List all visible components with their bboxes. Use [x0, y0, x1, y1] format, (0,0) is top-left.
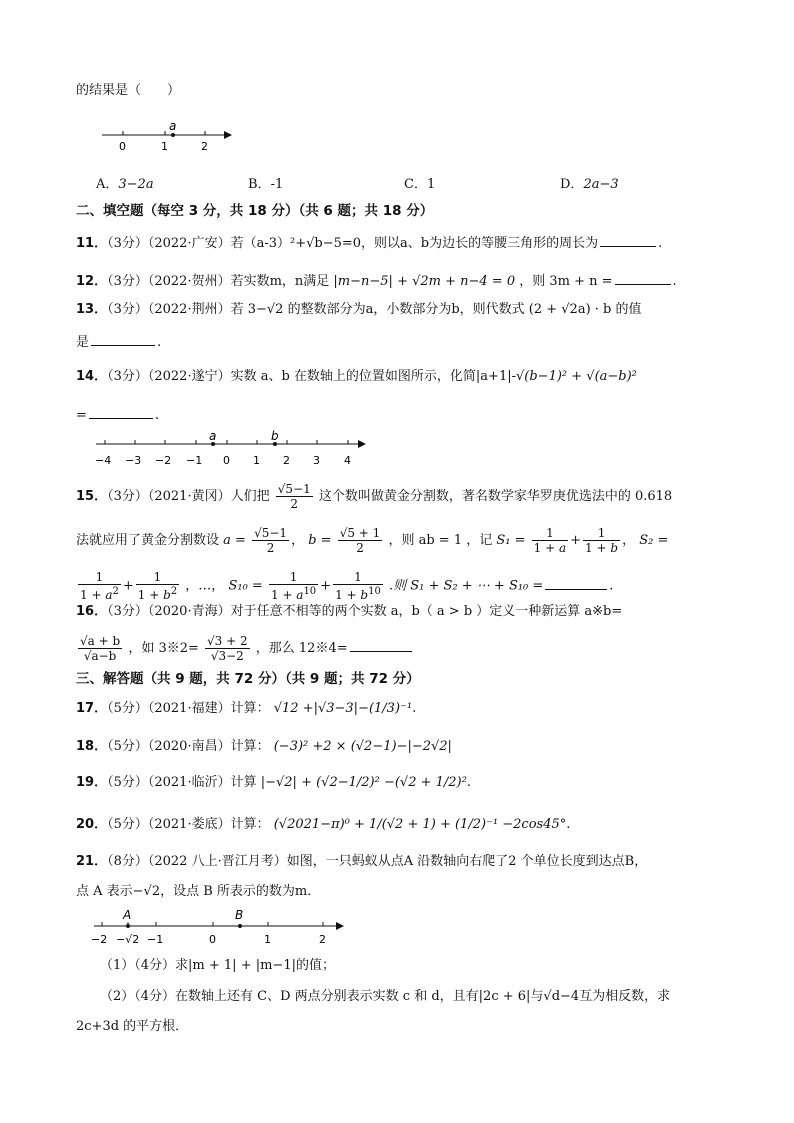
point-a-label: A	[123, 908, 132, 922]
golden-ratio-fraction: $\frac{√5-1}{2}$	[277, 482, 311, 511]
question-text: 这个数叫做黄金分割数，著名数学家华罗庚优选法中的 0.618	[318, 489, 673, 504]
math-expression: (−3)² +2 × (√2−1)−|−2√2|	[273, 739, 452, 754]
question-text: ，如 3※2=	[128, 641, 199, 656]
question-13-continued: 是 .	[76, 331, 161, 352]
b-definition: b =	[308, 533, 332, 548]
question-text: ，…，	[185, 578, 225, 594]
question-18	[76, 738, 452, 756]
question-15-line-3: $\frac{1}{1 + a^2}$ + $\frac{1}{1 + b^2}$ ，…， S₁₀ = $\frac{1}{1 + a^{10}}$ + $\frac{1}{1 + b^{10}}$ .则 S₁ + S₂ + ⋯ + S₁₀ = .	[80, 570, 614, 602]
answer-blank[interactable]	[615, 270, 671, 285]
question-14-continued: = .	[76, 404, 159, 425]
question-number: 17．	[76, 701, 108, 716]
question-text: 点 A 表示−√2，设点 B 所表示的数为m．	[76, 884, 321, 899]
question-text: （3分）（2022·贺州）若实数m，n满足	[107, 274, 330, 289]
tick-label: 1	[264, 933, 271, 946]
question-text: （5分）（2021·福建）计算：	[107, 701, 270, 716]
q10-prompt-tail: 的结果是（ ）	[76, 83, 181, 98]
question-13	[76, 301, 642, 319]
answer-blank[interactable]	[89, 404, 153, 419]
question-17: 17．（5分）（2021·福建）计算： √12 +|√3−3|−(1/3)⁻¹.	[76, 701, 417, 716]
question-number: 15．	[76, 489, 108, 504]
question-number: 16．	[76, 604, 108, 619]
point-b-label: b	[271, 430, 279, 443]
question-21-part-2: （2）（4分）在数轴上还有 C、D 两点分别表示实数 c 和 d，且有|2c + 6|与√d−4互为相反数，求	[100, 989, 671, 1004]
a-definition: a =	[223, 533, 246, 548]
section-3-title: 三、解答题（共 9 题，共 72 分）（共 9 题；共 72 分）	[76, 671, 420, 687]
option-letter: C．	[404, 177, 427, 192]
question-21-line-2	[76, 883, 320, 901]
tick-label: −1	[186, 454, 203, 467]
tick-label: 2	[283, 454, 290, 467]
question-text: （3分）（2021·黄冈）人们把	[107, 489, 270, 504]
tick-label: 0	[119, 140, 126, 153]
question-21-part-2-continued: 2c+3d 的平方根．	[76, 1019, 189, 1034]
question-21	[76, 853, 647, 871]
answer-blank[interactable]	[545, 575, 607, 590]
question-text: 是	[76, 335, 90, 350]
tick-label: −2	[91, 933, 108, 946]
s10-definition: S₁₀ =	[228, 578, 263, 594]
question-11: 11．（3分）（2022·广安）若（a-3）²+√b−5=0，则以a、b为边长的等腰三角形的周长为 .	[76, 232, 662, 253]
q21-number-line	[90, 906, 350, 948]
question-number: 12．	[76, 274, 108, 289]
question-text: （3分）（2022·荆州）若 3−√2 的整数部分为a，小数部分为b，则代数式 (2 + √2a) · b 的值	[107, 302, 642, 317]
question-16-line-2	[76, 634, 414, 663]
question-text: .则 S₁ + S₂ + ⋯ + S₁₀ =	[388, 578, 544, 594]
point-a-label: a	[209, 430, 217, 443]
question-number: 13．	[76, 302, 108, 317]
s1-definition: S₁ =	[496, 533, 526, 548]
tick-label: 0	[223, 454, 230, 467]
tick-label: −3	[125, 454, 142, 467]
question-text: （5分）（2020·南昌）计算：	[107, 739, 270, 754]
tick-label: 2	[319, 933, 326, 946]
math-expression: (√2021−π)⁰ + 1/(√2 + 1) + (1/2)⁻¹ −2cos45°	[273, 817, 567, 832]
math-expression: √12 +|√3−3|−(1/3)⁻¹	[273, 701, 413, 716]
question-14	[76, 368, 637, 386]
example-fraction: $\frac{√3 + 2}{√3-2}$	[207, 634, 248, 663]
question-number: 14．	[76, 369, 108, 384]
point-b	[238, 924, 242, 928]
tick-label: −√2	[116, 933, 140, 946]
question-text: （8分）（2022 八上·晋江月考）如图，一只蚂蚁从点A 沿数轴向右爬了2 个单位长度到达点B，	[107, 854, 648, 869]
question-number: 11．	[76, 236, 108, 251]
tick-label: 3	[313, 454, 320, 467]
s10-term-fraction: $\frac{1}{1 + b^{10}}$	[335, 570, 381, 602]
question-number: 21．	[76, 854, 108, 869]
option-letter: D．	[560, 177, 584, 192]
tick-label: 2	[201, 140, 208, 153]
tick-label: −1	[147, 933, 164, 946]
option-text: 1	[426, 177, 436, 192]
question-text: （3分）（2022·遂宁）实数 a、b 在数轴上的位置如图所示，化简|a+1|-	[107, 369, 516, 384]
a-fraction: $\frac{√5-1}{2}$	[254, 526, 288, 555]
answer-blank[interactable]	[91, 331, 155, 346]
option-c	[404, 176, 435, 194]
question-number: 18．	[76, 739, 108, 754]
question-16	[76, 603, 622, 621]
tick-label: 4	[344, 454, 351, 467]
q14-number-line	[92, 430, 372, 472]
s2-term-fraction: $\frac{1}{1 + b^2}$	[137, 570, 178, 602]
question-number: 19．	[76, 775, 108, 790]
option-text: 2a−3	[583, 177, 619, 192]
section-2-title: 二、填空题（每空 3 分，共 18 分）（共 6 题；共 18 分）	[76, 203, 434, 219]
option-letter: A．	[96, 177, 119, 192]
question-text: 法就应用了黄金分割数设	[76, 533, 220, 548]
math-expression: √(b−1)² + √(a−b)²	[516, 369, 637, 384]
question-text: ，那么 12※4=	[255, 641, 348, 656]
s1-term-fraction: $\frac{1}{1 + a}$	[533, 526, 567, 555]
question-number: 20．	[76, 817, 108, 832]
question-19: 19．（5分）（2021·临沂）计算 |−√2| + (√2−1/2)² −(√2 + 1/2)².	[76, 775, 471, 790]
point-b-label: B	[235, 908, 244, 922]
tick-label: −2	[155, 454, 172, 467]
question-text: =	[76, 408, 87, 423]
tick-label: −4	[95, 454, 112, 467]
tick-label: 1	[253, 454, 260, 467]
tick-label: 0	[209, 933, 216, 946]
point-a	[171, 133, 175, 137]
option-letter: B．	[248, 177, 271, 192]
question-15	[76, 482, 672, 511]
question-text: ，则 ab = 1 ，记	[388, 533, 493, 548]
point-a-label: a	[169, 119, 177, 133]
answer-blank[interactable]	[600, 232, 656, 247]
option-b	[248, 176, 283, 194]
point-a	[126, 924, 130, 928]
math-expression: |m−n−5| + √2m + n−4 = 0	[333, 274, 516, 289]
question-text: ，则 3m + n =	[519, 274, 613, 289]
s1-term-fraction: $\frac{1}{1 + b}$	[585, 526, 619, 555]
option-text: 3−2a	[118, 177, 154, 192]
tick-label: 1	[161, 140, 168, 153]
option-text: -1	[270, 177, 284, 192]
question-12: 12．（3分）（2022·贺州）若实数m，n满足 |m−n−5| + √2m + n−4 = 0 ，则 3m + n = .	[76, 270, 677, 291]
definition-fraction: $\frac{√a + b}{√a-b}$	[80, 634, 121, 663]
option-d	[560, 176, 619, 194]
b-fraction: $\frac{√5 + 1}{2}$	[339, 526, 381, 555]
math-expression: |−√2| + (√2−1/2)² −(√2 + 1/2)²	[260, 775, 467, 790]
option-a	[96, 176, 154, 194]
s10-term-fraction: $\frac{1}{1 + a^{10}}$	[270, 570, 317, 602]
question-text: （5分）（2021·临沂）计算	[107, 775, 257, 790]
question-text: （3分）（2022·广安）若（a-3）²+√b−5=0，则以a、b为边长的等腰三角形的周长为	[107, 236, 599, 251]
question-21-part-1: （1）（4分）求|m + 1| + |m−1|的值；	[100, 958, 335, 973]
q10-number-line	[96, 117, 236, 157]
question-15-line-2: 法就应用了黄金分割数设 a = $\frac{√5-1}{2}$ ， b = $\frac{√5 + 1}{2}$ ，则 ab = 1 ，记 S₁ = $\frac{1}{1 + a}$ + $\frac{1}{1 + b}$ ， S₂ =	[76, 526, 669, 555]
question-text: （5分）（2021·娄底）计算：	[107, 817, 270, 832]
question-20: 20．（5分）（2021·娄底）计算： (√2021−π)⁰ + 1/(√2 + 1) + (1/2)⁻¹ −2cos45°.	[76, 817, 571, 832]
s2-term-fraction: $\frac{1}{1 + a^2}$	[80, 570, 119, 602]
question-text: （3分）（2020·青海）对于任意不相等的两个实数 a，b（ a > b ）定义一种新运算 a※b=	[107, 604, 623, 619]
s2-definition: S₂ =	[639, 533, 669, 548]
answer-blank[interactable]	[350, 637, 412, 652]
